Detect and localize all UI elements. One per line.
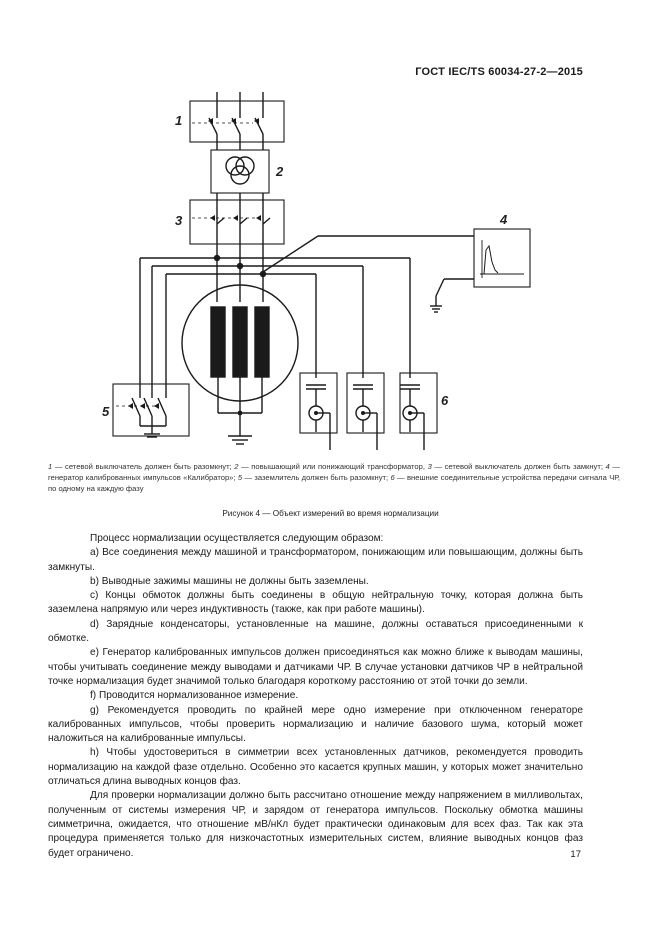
figure-legend [48, 461, 620, 494]
legend-num-1: 1 [48, 462, 53, 471]
figure-label-6: 6 [441, 393, 449, 408]
legend-num-2: 2 [234, 462, 239, 471]
legend-text-2: — повышающий или понижающий трансформатор, [238, 462, 428, 471]
figure-label-5: 5 [102, 404, 110, 419]
document-standard-header: ГОСТ IEC/TS 60034-27-2—2015 [415, 66, 583, 78]
body-item-a: a) Все соединения между машиной и трансформатором, понижающим или повышающим, должны быть замкнуты. [48, 547, 583, 573]
body-item-h: h) Чтобы удостовериться в симметрии всех установленных датчиков, рекомендуется проводить нормализацию на каждой фазе отдельно. Особенно это касается крупных машин, у которых может значительно отличаться длина выводных концов фаз. [48, 747, 583, 788]
figure-label-4: 4 [500, 212, 508, 227]
legend-text-4: — генератор калиброванных импульсов «Калибратор»; [48, 462, 620, 482]
body-item-b: b) Выводные зажимы машины не должны быть заземлены. [90, 575, 369, 587]
body-paragraph-normalization-check: Для проверки нормализации должно быть рассчитано отношение между напряжением в милливольтах, полученным от системы измерения ЧР, и зарядом от генератора импульсов. Поскольку обмотка машины симметрична, ожидается, что отношение мВ/нКл будет практически одинаковым для всех фаз. Так как эта процедура применяется только для низкочастотных измерительных систем, влияние выводных концов фаз будет ограничено. [48, 790, 583, 859]
page-number: 17 [570, 849, 581, 860]
figure-label-3: 3 [175, 213, 183, 228]
body-item-c: c) Концы обмоток должны быть соединены в общую нейтральную точку, которая должна быть заземлена напрямую или через индуктивность (также, как при работе машины). [48, 590, 583, 616]
body-intro: Процесс нормализации осуществляется следующим образом: [90, 533, 384, 544]
legend-text-6: — внешние соединительные устройства передачи сигнала ЧР, по одному на каждую фазу [48, 473, 620, 493]
legend-text-1: — сетевой выключатель должен быть разомкнут; [52, 462, 235, 471]
body-item-g: g) Рекомендуется проводить по крайней мере одно измерение при отключенном генераторе калиброванных импульсов, чтобы проверить нормализацию и наличие базового шума, который может наложиться на калиброванные импульсы. [48, 704, 583, 745]
legend-num-5: 5 [237, 473, 243, 482]
body-text [48, 532, 583, 861]
figure-caption: Рисунок 4 — Объект измерений во время нормализации [222, 509, 439, 518]
figure-label-1: 1 [175, 113, 183, 128]
legend-text-3: — сетевой выключатель должен быть замкнут; [431, 462, 606, 471]
body-item-e: e) Генератор калиброванных импульсов должен присоединяться как можно ближе к выводам машины, чтобы учитывать соединение между выводами и датчиками ЧР. В случае установки датчиков ЧР в нейтральной точке нормализация будет значимой только благодаря короткому расстоянию от этой точки до земли. [48, 647, 583, 687]
body-item-d: d) Зарядные конденсаторы, установленные на машине, должны оставаться присоединенными к обмотке. [48, 618, 583, 645]
legend-num-6: 6 [390, 473, 395, 482]
legend-text-5: — заземлитель должен быть разомкнут; [242, 473, 391, 482]
measurement-circuit-diagram [0, 0, 661, 460]
body-item-f: f) Проводится нормализованное измерение. [90, 690, 299, 702]
legend-num-3: 3 [427, 462, 432, 471]
figure-label-2: 2 [276, 164, 284, 179]
legend-num-4: 4 [605, 462, 610, 471]
